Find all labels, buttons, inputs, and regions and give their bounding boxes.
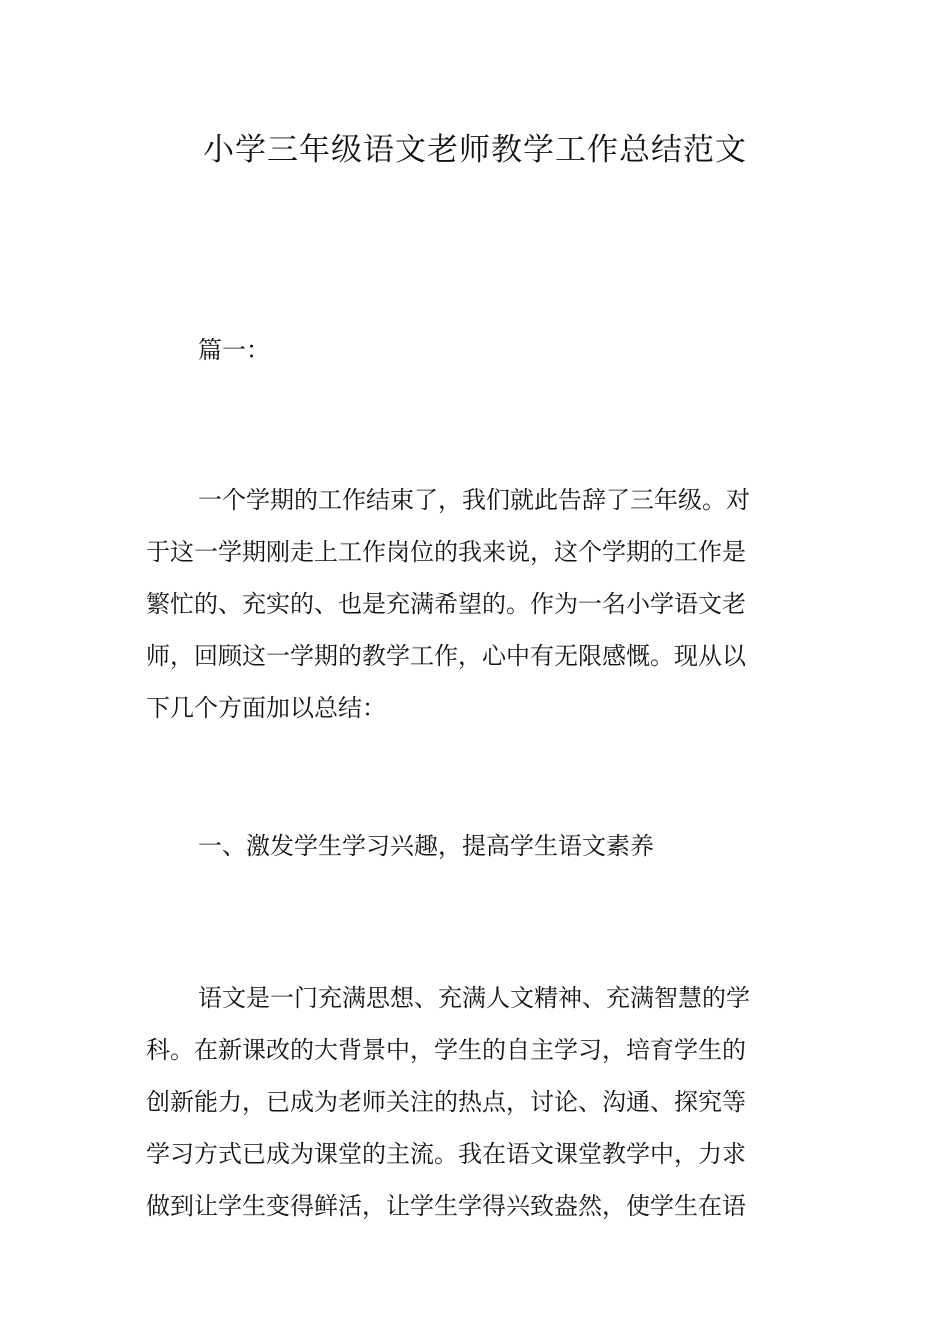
paragraph-body	[146, 972, 806, 1232]
paragraph-line: 一个学期的工作结束了，我们就此告辞了三年级。对	[198, 486, 750, 514]
paragraph-line: 创新能力，已成为老师关注的热点，讨论、沟通、探究等	[146, 1088, 746, 1116]
paragraph-line: 师，回顾这一学期的教学工作，心中有无限感慨。现从以	[146, 642, 746, 670]
paragraph-line: 语文是一门充满思想、充满人文精神、充满智慧的学	[198, 984, 750, 1012]
document-title: 小学三年级语文老师教学工作总结范文	[203, 132, 747, 168]
paragraph-line: 于这一学期刚走上工作岗位的我来说，这个学期的工作是	[146, 538, 746, 566]
paragraph-intro	[146, 474, 806, 734]
paragraph-line: 下几个方面加以总结：	[146, 694, 386, 722]
paragraph-line: 科。在新课改的大背景中，学生的自主学习，培育学生的	[146, 1036, 746, 1064]
paragraph-line: 做到让学生变得鲜活，让学生学得兴致盎然，使学生在语	[146, 1192, 746, 1220]
paragraph-line: 学习方式已成为课堂的主流。我在语文课堂教学中，力求	[146, 1140, 746, 1168]
section-heading: 一、激发学生学习兴趣，提高学生语文素养	[198, 832, 654, 860]
paragraph-line: 繁忙的、充实的、也是充满希望的。作为一名小学语文老	[146, 590, 746, 618]
section-label: 篇一：	[198, 336, 270, 364]
